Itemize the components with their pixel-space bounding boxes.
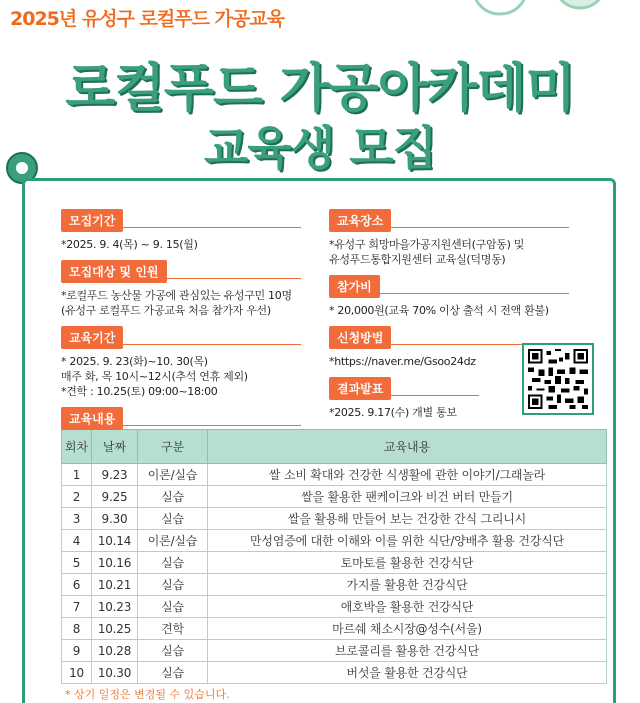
section-label: 교육기간 — [61, 326, 123, 349]
top-title: 2025년 유성구 로컬푸드 가공교육 — [10, 8, 284, 30]
section-text: *2025. 9. 4(목) ~ 9. 15(월) — [61, 238, 198, 251]
leaf-decoration — [470, 0, 610, 22]
apply-link[interactable]: *https://naver.me/Gsoo24dz — [329, 355, 476, 368]
table-row — [62, 574, 607, 596]
cell-type: 실습 — [138, 508, 208, 530]
section-text: *로컬푸드 농산물 가공에 관심있는 유성구민 10명 (유성구 로컬푸드 가공교육 처음 참가자 우선) — [61, 289, 292, 317]
section-label: 결과발표 — [329, 377, 391, 400]
cell-session: 8 — [62, 618, 92, 640]
section-label: 참가비 — [329, 275, 380, 298]
table-row — [62, 552, 607, 574]
table-row — [62, 530, 607, 552]
info-left-column — [61, 209, 331, 438]
section-text: * 2025. 9. 23(화)~10. 30(목) 매주 화, 목 10시~12시(추석 연휴 제외) *견학 : 10.25(토) 09:00~18:00 — [61, 355, 248, 398]
cell-date: 9.25 — [92, 486, 138, 508]
col-header: 날짜 — [92, 430, 138, 464]
cell-date: 10.25 — [92, 618, 138, 640]
table-row — [62, 508, 607, 530]
cell-date: 10.21 — [92, 574, 138, 596]
cell-date: 10.28 — [92, 640, 138, 662]
table-body — [62, 464, 607, 684]
cell-content: 쌀을 활용한 팬케이크와 비건 버터 만들기 — [208, 486, 607, 508]
hero-subtitle: 교육생 모집 — [203, 121, 437, 175]
cell-type: 실습 — [138, 662, 208, 684]
section-text: * 20,000원(교육 70% 이상 출석 시 전액 환불) — [329, 304, 549, 317]
cell-session: 10 — [62, 662, 92, 684]
cell-session: 9 — [62, 640, 92, 662]
cell-type: 실습 — [138, 640, 208, 662]
col-header: 회차 — [62, 430, 92, 464]
cell-type: 이론/실습 — [138, 464, 208, 486]
cell-session: 5 — [62, 552, 92, 574]
section-recruit-period — [61, 209, 331, 252]
cell-type: 실습 — [138, 486, 208, 508]
section-fee — [329, 275, 599, 318]
cell-type: 이론/실습 — [138, 530, 208, 552]
table-row — [62, 662, 607, 684]
section-label: 모집기간 — [61, 209, 123, 232]
cell-type: 실습 — [138, 596, 208, 618]
cell-content: 버섯을 활용한 건강식단 — [208, 662, 607, 684]
schedule-table — [61, 429, 607, 684]
table-row — [62, 640, 607, 662]
cell-date: 10.16 — [92, 552, 138, 574]
cell-session: 7 — [62, 596, 92, 618]
table-row — [62, 596, 607, 618]
cell-session: 1 — [62, 464, 92, 486]
cell-content: 토마토를 활용한 건강식단 — [208, 552, 607, 574]
col-header: 교육내용 — [208, 430, 607, 464]
col-header: 구분 — [138, 430, 208, 464]
cell-type: 실습 — [138, 552, 208, 574]
table-row — [62, 464, 607, 486]
section-label: 모집대상 및 인원 — [61, 260, 167, 283]
cell-date: 9.30 — [92, 508, 138, 530]
section-label: 교육장소 — [329, 209, 391, 232]
cell-content: 마르쉐 채소시장@성수(서울) — [208, 618, 607, 640]
section-text: *2025. 9.17(수) 개별 통보 — [329, 406, 457, 419]
cell-session: 2 — [62, 486, 92, 508]
table-header-row — [62, 430, 607, 464]
section-text: *유성구 희망마을가공지원센터(구암동) 및 유성푸드통합지원센터 교육실(덕명동) — [329, 238, 525, 266]
cell-type: 실습 — [138, 574, 208, 596]
cell-session: 3 — [62, 508, 92, 530]
cell-content: 쌀 소비 확대와 건강한 식생활에 관한 이야기/그래놀라 — [208, 464, 607, 486]
cell-content: 브로콜리를 활용한 건강식단 — [208, 640, 607, 662]
section-edu-period — [61, 326, 331, 399]
hero-title: 로컬푸드 가공아카데미 — [65, 59, 575, 119]
cell-content: 쌀을 활용해 만들어 보는 건강한 간식 그리니시 — [208, 508, 607, 530]
section-label: 교육내용 — [61, 407, 123, 430]
cell-content: 만성염증에 대한 이해와 이를 위한 식단/양배추 활용 건강식단 — [208, 530, 607, 552]
cell-content: 애호박을 활용한 건강식단 — [208, 596, 607, 618]
table-row — [62, 618, 607, 640]
table-row — [62, 486, 607, 508]
section-target — [61, 260, 331, 318]
qr-code-icon[interactable] — [522, 343, 594, 415]
section-edu-content — [61, 407, 331, 430]
section-location — [329, 209, 599, 267]
footnote: * 상기 일정은 변경될 수 있습니다. — [65, 688, 230, 701]
cell-type: 견학 — [138, 618, 208, 640]
cell-date: 10.23 — [92, 596, 138, 618]
cell-content: 가지를 활용한 건강식단 — [208, 574, 607, 596]
cell-date: 10.14 — [92, 530, 138, 552]
cell-date: 10.30 — [92, 662, 138, 684]
section-label: 신청방법 — [329, 326, 391, 349]
cell-session: 4 — [62, 530, 92, 552]
cell-date: 9.23 — [92, 464, 138, 486]
info-card — [22, 178, 616, 703]
cell-session: 6 — [62, 574, 92, 596]
